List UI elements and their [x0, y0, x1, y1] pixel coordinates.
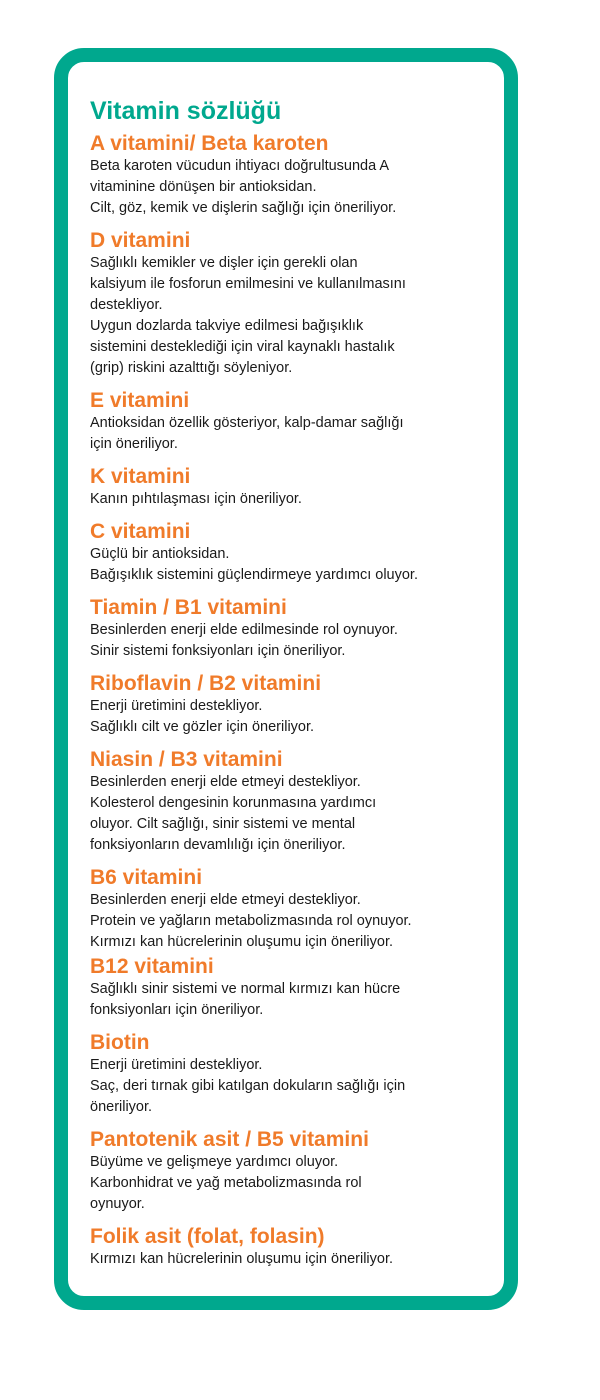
vitamin-description: [90, 696, 504, 738]
vitamin-name: C vitamini: [90, 520, 191, 543]
vitamin-description: [90, 156, 504, 219]
vitamin-description: [90, 1152, 504, 1215]
vitamin-name: Tiamin / B1 vitamini: [90, 596, 287, 619]
vitamin-name: Biotin: [90, 1031, 150, 1054]
vitamin-description: [90, 620, 504, 662]
description-line: vitaminine dönüşen bir antioksidan.: [90, 179, 317, 195]
vitamin-entry: [90, 132, 504, 219]
description-line: Antioksidan özellik gösteriyor, kalp-damar sağlığı: [90, 415, 404, 431]
description-line: Kırmızı kan hücrelerinin oluşumu için öneriliyor.: [90, 934, 394, 950]
vitamin-entry: [90, 955, 504, 1021]
description-line: Büyüme ve gelişmeye yardımcı oluyor.: [90, 1154, 339, 1170]
description-line: Besinlerden enerji elde etmeyi destekliyor.: [90, 892, 361, 908]
vitamin-description: [90, 772, 504, 856]
vitamin-entry: [90, 1031, 504, 1118]
description-line: Cilt, göz, kemik ve dişlerin sağlığı için öneriliyor.: [90, 200, 397, 216]
vitamin-entry: [90, 672, 504, 738]
vitamin-description: [90, 979, 504, 1021]
entry-list: [90, 132, 504, 1270]
vitamin-description: [90, 413, 504, 455]
description-line: öneriliyor.: [90, 1099, 153, 1115]
vitamin-description: [90, 1249, 504, 1270]
vitamin-description: [90, 890, 504, 953]
description-line: kalsiyum ile fosforun emilmesini ve kullanılmasını: [90, 276, 406, 292]
vitamin-entry: [90, 596, 504, 662]
description-line: Protein ve yağların metabolizmasında rol oynuyor.: [90, 913, 412, 929]
vitamin-glossary-card: [54, 48, 518, 1310]
vitamin-entry: [90, 1128, 504, 1215]
description-line: oluyor. Cilt sağlığı, sinir sistemi ve mental: [90, 816, 356, 832]
vitamin-entry: [90, 389, 504, 455]
description-line: Uygun dozlarda takviye edilmesi bağışıklık: [90, 318, 364, 334]
description-line: fonksiyonların devamlılığı için öneriliyor.: [90, 837, 346, 853]
description-line: Enerji üretimini destekliyor.: [90, 1057, 263, 1073]
description-line: Sağlıklı kemikler ve dişler için gerekli olan: [90, 255, 358, 271]
vitamin-name: Niasin / B3 vitamini: [90, 748, 283, 771]
description-line: fonksiyonları için öneriliyor.: [90, 1002, 264, 1018]
description-line: Güçlü bir antioksidan.: [90, 546, 230, 562]
description-line: (grip) riskini azalttığı söyleniyor.: [90, 360, 293, 376]
description-line: Kanın pıhtılaşması için öneriliyor.: [90, 491, 302, 507]
vitamin-name: Riboflavin / B2 vitamini: [90, 672, 322, 695]
description-line: Kolesterol dengesinin korunmasına yardımcı: [90, 795, 377, 811]
description-line: Bağışıklık sistemini güçlendirmeye yardımcı oluyor.: [90, 567, 418, 583]
description-line: Beta karoten vücudun ihtiyacı doğrultusunda A: [90, 158, 390, 174]
vitamin-name: B6 vitamini: [90, 866, 203, 889]
vitamin-name: D vitamini: [90, 229, 191, 252]
vitamin-description: [90, 253, 504, 379]
vitamin-entry: [90, 229, 504, 379]
description-line: sistemini desteklediği için viral kaynaklı hastalık: [90, 339, 395, 355]
vitamin-description: [90, 544, 504, 586]
description-line: Enerji üretimini destekliyor.: [90, 698, 263, 714]
description-line: Sinir sistemi fonksiyonları için öneriliyor.: [90, 643, 346, 659]
vitamin-name: K vitamini: [90, 465, 191, 488]
description-line: Sağlıklı cilt ve gözler için öneriliyor.: [90, 719, 315, 735]
vitamin-name: A vitamini/ Beta karoten: [90, 132, 329, 155]
description-line: Karbonhidrat ve yağ metabolizmasında rol: [90, 1175, 362, 1191]
vitamin-description: [90, 1055, 504, 1118]
description-line: için öneriliyor.: [90, 436, 178, 452]
description-line: Saç, deri tırnak gibi katılgan dokuların sağlığı için: [90, 1078, 406, 1094]
vitamin-entry: [90, 1225, 504, 1270]
description-line: Sağlıklı sinir sistemi ve normal kırmızı kan hücre: [90, 981, 401, 997]
description-line: Besinlerden enerji elde etmeyi destekliyor.: [90, 774, 361, 790]
vitamin-description: [90, 489, 504, 510]
vitamin-name: B12 vitamini: [90, 955, 214, 978]
description-line: destekliyor.: [90, 297, 163, 313]
description-line: Kırmızı kan hücrelerinin oluşumu için öneriliyor.: [90, 1251, 394, 1267]
vitamin-name: Pantotenik asit / B5 vitamini: [90, 1128, 369, 1151]
vitamin-entry: [90, 520, 504, 586]
vitamin-name: Folik asit (folat, folasin): [90, 1225, 325, 1248]
description-line: Besinlerden enerji elde edilmesinde rol oynuyor.: [90, 622, 398, 638]
vitamin-entry: [90, 748, 504, 856]
page-title: Vitamin sözlüğü: [90, 97, 282, 125]
description-line: oynuyor.: [90, 1196, 145, 1212]
vitamin-entry: [90, 866, 504, 953]
vitamin-name: E vitamini: [90, 389, 190, 412]
vitamin-entry: [90, 465, 504, 510]
